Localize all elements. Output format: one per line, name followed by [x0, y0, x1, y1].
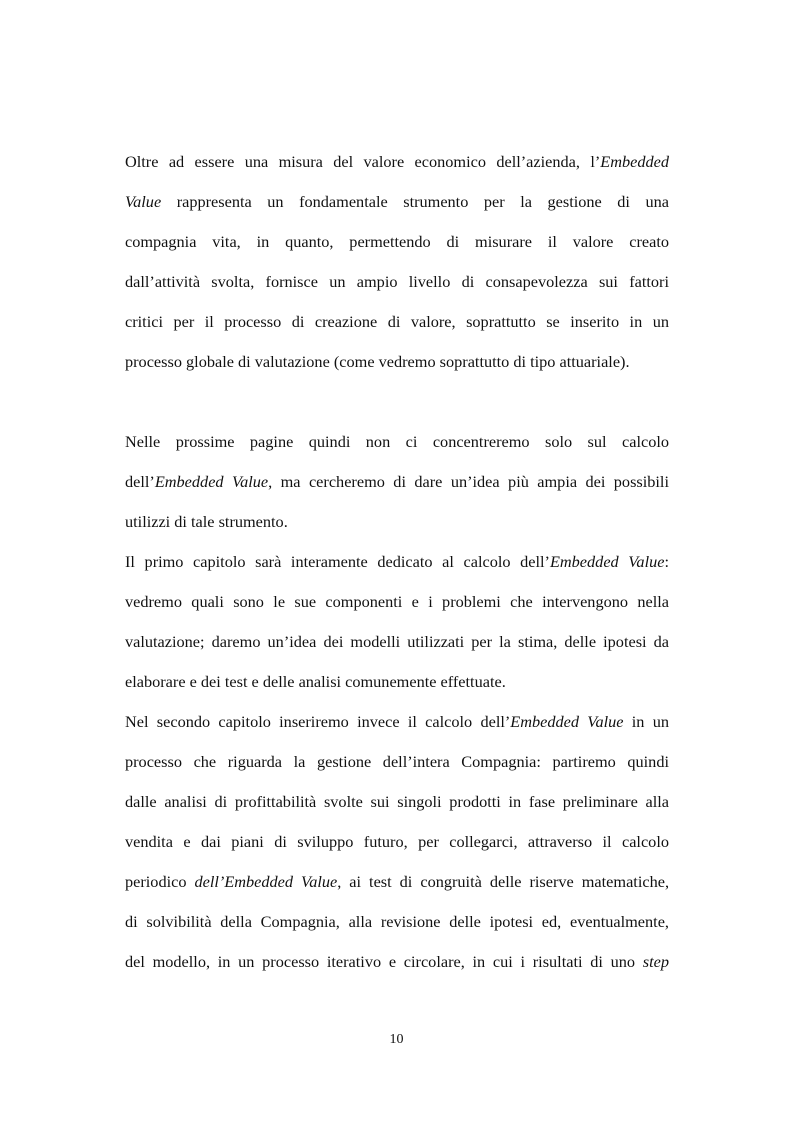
italic-term: dell’Embedded Value — [194, 872, 338, 891]
text-line — [125, 745, 669, 785]
text-segment: in un — [623, 712, 669, 731]
text-line — [125, 665, 669, 705]
text-line — [125, 265, 669, 305]
text-segment: Nelle prossime pagine quindi non ci concentreremo solo sul calcolo — [125, 432, 669, 451]
text-segment: processo globale di valutazione (come vedremo soprattutto di tipo attuariale). — [125, 352, 630, 371]
text-segment: periodico — [125, 872, 195, 891]
text-segment: Nel secondo capitolo inseriremo invece il calcolo dell’ — [125, 712, 511, 731]
text-line — [125, 865, 669, 905]
italic-term: Embedded Value — [154, 472, 269, 491]
text-segment: dalle analisi di profittabilità svolte sui singoli prodotti in fase preliminare alla — [125, 792, 669, 811]
italic-term: Embedded Value — [510, 712, 624, 731]
page-number: 10 — [389, 1032, 404, 1047]
text-line — [125, 185, 669, 225]
text-line — [125, 545, 669, 585]
text-line — [125, 905, 669, 945]
document-body — [125, 145, 669, 985]
text-line — [125, 785, 669, 825]
text-line — [125, 305, 669, 345]
text-line — [125, 145, 669, 185]
paragraph — [125, 705, 669, 985]
text-line — [125, 825, 669, 865]
text-segment: , ma cercheremo di dare un’idea più ampia dei possibili — [268, 472, 669, 491]
paragraph — [125, 425, 669, 545]
text-segment: , ai test di congruità delle riserve matematiche, — [337, 872, 670, 891]
text-line — [125, 345, 669, 385]
text-segment: di solvibilità della Compagnia, alla revisione delle ipotesi ed, eventualmente, — [125, 912, 669, 931]
italic-term: Value — [125, 192, 162, 211]
italic-term: step — [642, 952, 669, 971]
text-segment: dall’attività svolta, fornisce un ampio livello di consapevolezza sui fattori — [125, 272, 669, 291]
text-segment: : — [664, 552, 669, 571]
text-segment: Il primo capitolo sarà interamente dedicato al calcolo dell’ — [125, 552, 550, 571]
text-segment: compagnia vita, in quanto, permettendo di misurare il valore creato — [125, 232, 669, 251]
text-segment: elaborare e dei test e delle analisi comunemente effettuate. — [125, 672, 506, 691]
text-segment: Oltre ad essere una misura del valore economico dell’azienda, l’ — [125, 152, 601, 171]
text-line — [125, 505, 669, 545]
text-line — [125, 225, 669, 265]
text-segment: rappresenta un fondamentale strumento per la gestione di una — [161, 192, 669, 211]
text-segment: valutazione; daremo un’idea dei modelli utilizzati per la stima, delle ipotesi da — [125, 632, 669, 651]
text-line — [125, 945, 669, 985]
text-line — [125, 585, 669, 625]
italic-term: Embedded Value — [549, 552, 665, 571]
paragraph — [125, 145, 669, 385]
text-line — [125, 465, 669, 505]
paragraph-gap — [125, 385, 669, 425]
text-line — [125, 425, 669, 465]
text-line — [125, 625, 669, 665]
paragraph — [125, 545, 669, 705]
text-segment: critici per il processo di creazione di valore, soprattutto se inserito in un — [125, 312, 669, 331]
text-line — [125, 705, 669, 745]
text-segment: del modello, in un processo iterativo e circolare, in cui i risultati di uno — [125, 952, 643, 971]
text-segment: utilizzi di tale strumento. — [125, 512, 288, 531]
text-segment: vendita e dai piani di sviluppo futuro, per collegarci, attraverso il calcolo — [125, 832, 669, 851]
text-segment: processo che riguarda la gestione dell’intera Compagnia: partiremo quindi — [125, 752, 669, 771]
italic-term: Embedded — [600, 152, 669, 171]
text-segment: dell’ — [125, 472, 155, 491]
text-segment: vedremo quali sono le sue componenti e i problemi che intervengono nella — [125, 592, 669, 611]
